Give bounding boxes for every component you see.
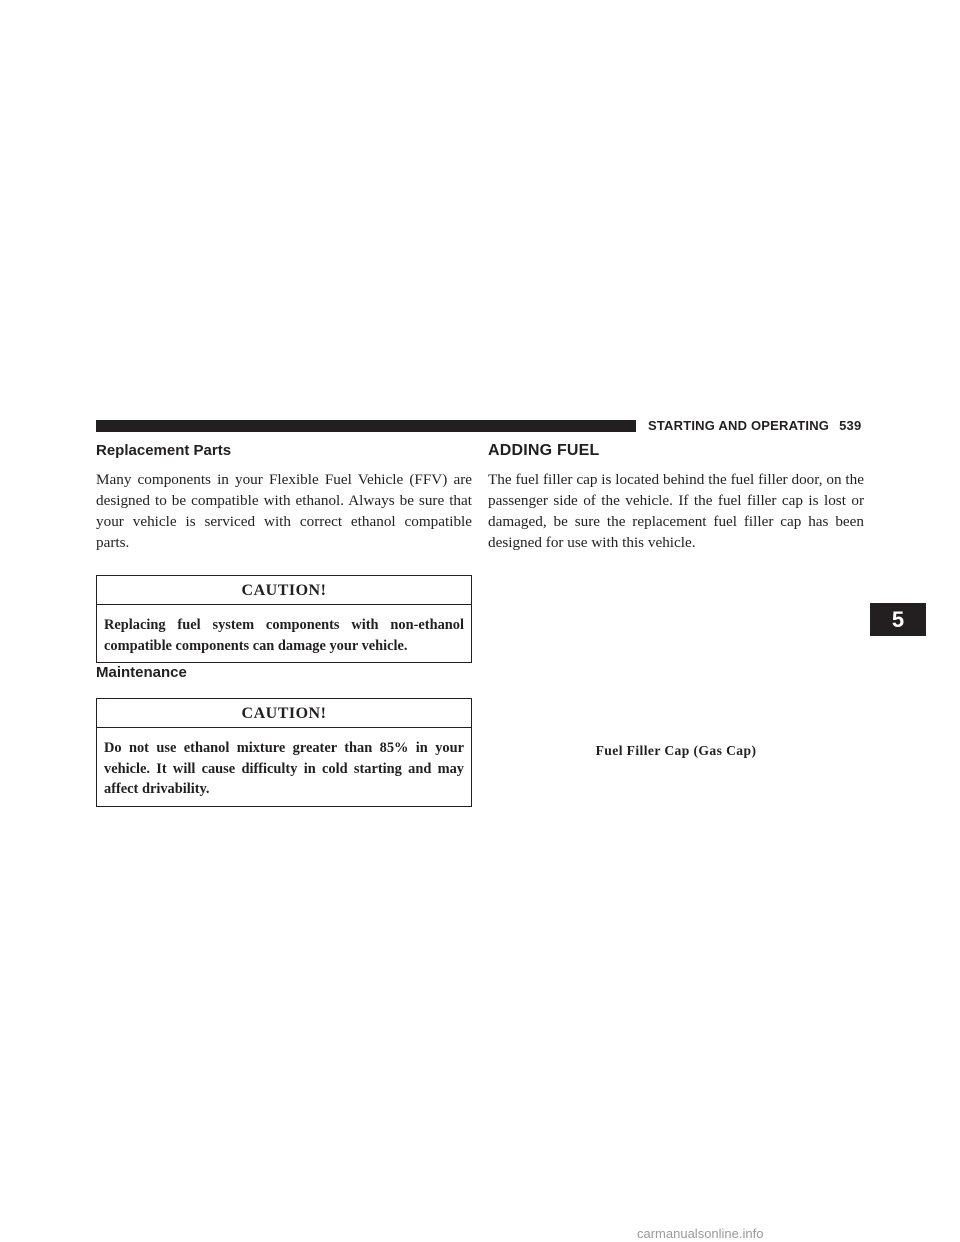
caution-box-2 [96,698,472,807]
caution-body-1: Replacing fuel system components with non-ethanol compatible components can damage your vehicle. [104,617,464,654]
header-rule [96,420,636,432]
watermark: carmanualsonline.info [637,1226,764,1241]
fuel-filler-cap-figure [488,560,864,730]
caution-box-1 [96,575,472,663]
replacement-parts-heading: Replacement Parts [96,442,232,459]
header-section-title: STARTING AND OPERATING [648,418,830,433]
chapter-tab: 5 [870,603,926,636]
right-column [488,441,864,553]
caution-title-2: CAUTION! [97,699,471,728]
caution-title-1: CAUTION! [97,576,471,605]
replacement-parts-body: Many components in your Flexible Fuel Vehicle (FFV) are designed to be compatible with ethanol. Always be sure that your vehicle is serviced with correct ethanol compatible parts. [96,471,472,551]
adding-fuel-heading: ADDING FUEL [488,442,600,459]
adding-fuel-body: The fuel filler cap is located behind the fuel filler door, on the passenger side of the vehicle. If the fuel filler cap is lost or damaged, be sure the replacement fuel filler cap has been designed for use with this vehicle. [488,471,864,551]
left-column [96,441,472,807]
figure-caption: Fuel Filler Cap (Gas Cap) [595,743,757,758]
page-number: 539 [839,418,862,433]
caution-body-2: Do not use ethanol mixture greater than 85% in your vehicle. It will cause difficulty in cold starting and may affect drivability. [104,740,464,797]
running-header [648,418,861,433]
maintenance-heading: Maintenance [96,664,187,681]
